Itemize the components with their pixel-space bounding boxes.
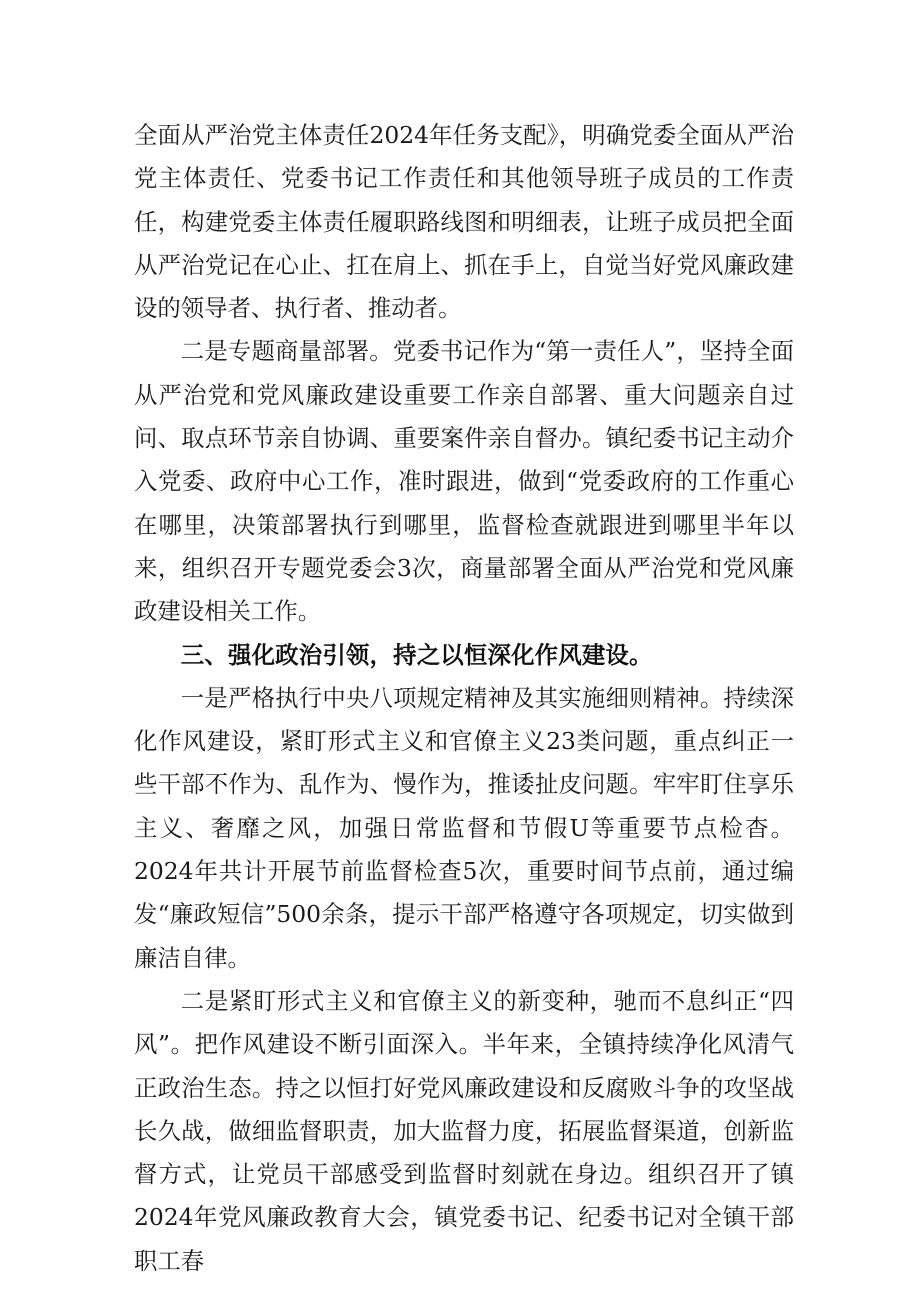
section-heading-three: 三、强化政治引领，持之以恒深化作风建设。 [180, 640, 653, 669]
paragraph-continuation: 全面从严治党主体责任2024年任务支配》，明确党委全面从严治党主体责任、党委书记工作责任和其他领导班子成员的工作责任，构建党委主体责任履职路线图和明细表，让班子成员把全面从严治党记在心止、扛在肩上、抓在手上，自觉当好党风廉政建设的领导者、执行者、推动者。 [134, 121, 794, 323]
paragraph-special-deployment: 二是专题商量部署。党委书记作为“第一责任人”，坚持全面从严治党和党风廉政建设重要工作亲自部署、重大问题亲自过问、取点环节亲自协调、重要案件亲自督办。镇纪委书记主动介入党委、政府中心工作，准时跟进，做到“党委政府的工作重心在哪里，决策部署执行到哪里，监督检查就跟进到哪里半年以来，组织召开专题党委会3次，商量部署全面从严治党和党风廉政建设相关工作。 [134, 337, 794, 626]
paragraph-four-winds: 二是紧盯形式主义和官僚主义的新变种，驰而不息纠正“四风”。把作风建设不断引面深入。半年来，全镇持续净化风清气正政治生态。持之以恒打好党风廉政建设和反腐败斗争的攻坚战长久战，做细监督职责，加大监督力度，拓展监督渠道，创新监督方式，让党员干部感受到监督时刻就在身边。组织召开了镇2024年党风廉政教育大会，镇党委书记、纪委书记对全镇干部职工春 [134, 986, 794, 1275]
paragraph-eight-regulations: 一是严格执行中央八项规定精神及其实施细则精神。持续深化作风建设，紧盯形式主义和官僚主义23类问题，重点纠正一些干部不作为、乱作为、慢作为，推诿扯皮问题。牢牢盯住享乐主义、奢靡之风，加强日常监督和节假U等重要节点检杳。2024年共计开展节前监督检查5次，重要时间节点前，通过编发“廉政短信”500余条，提示干部严格遵守各项规定，切实做到廉洁自律。 [134, 683, 794, 972]
document-body [134, 114, 794, 1283]
